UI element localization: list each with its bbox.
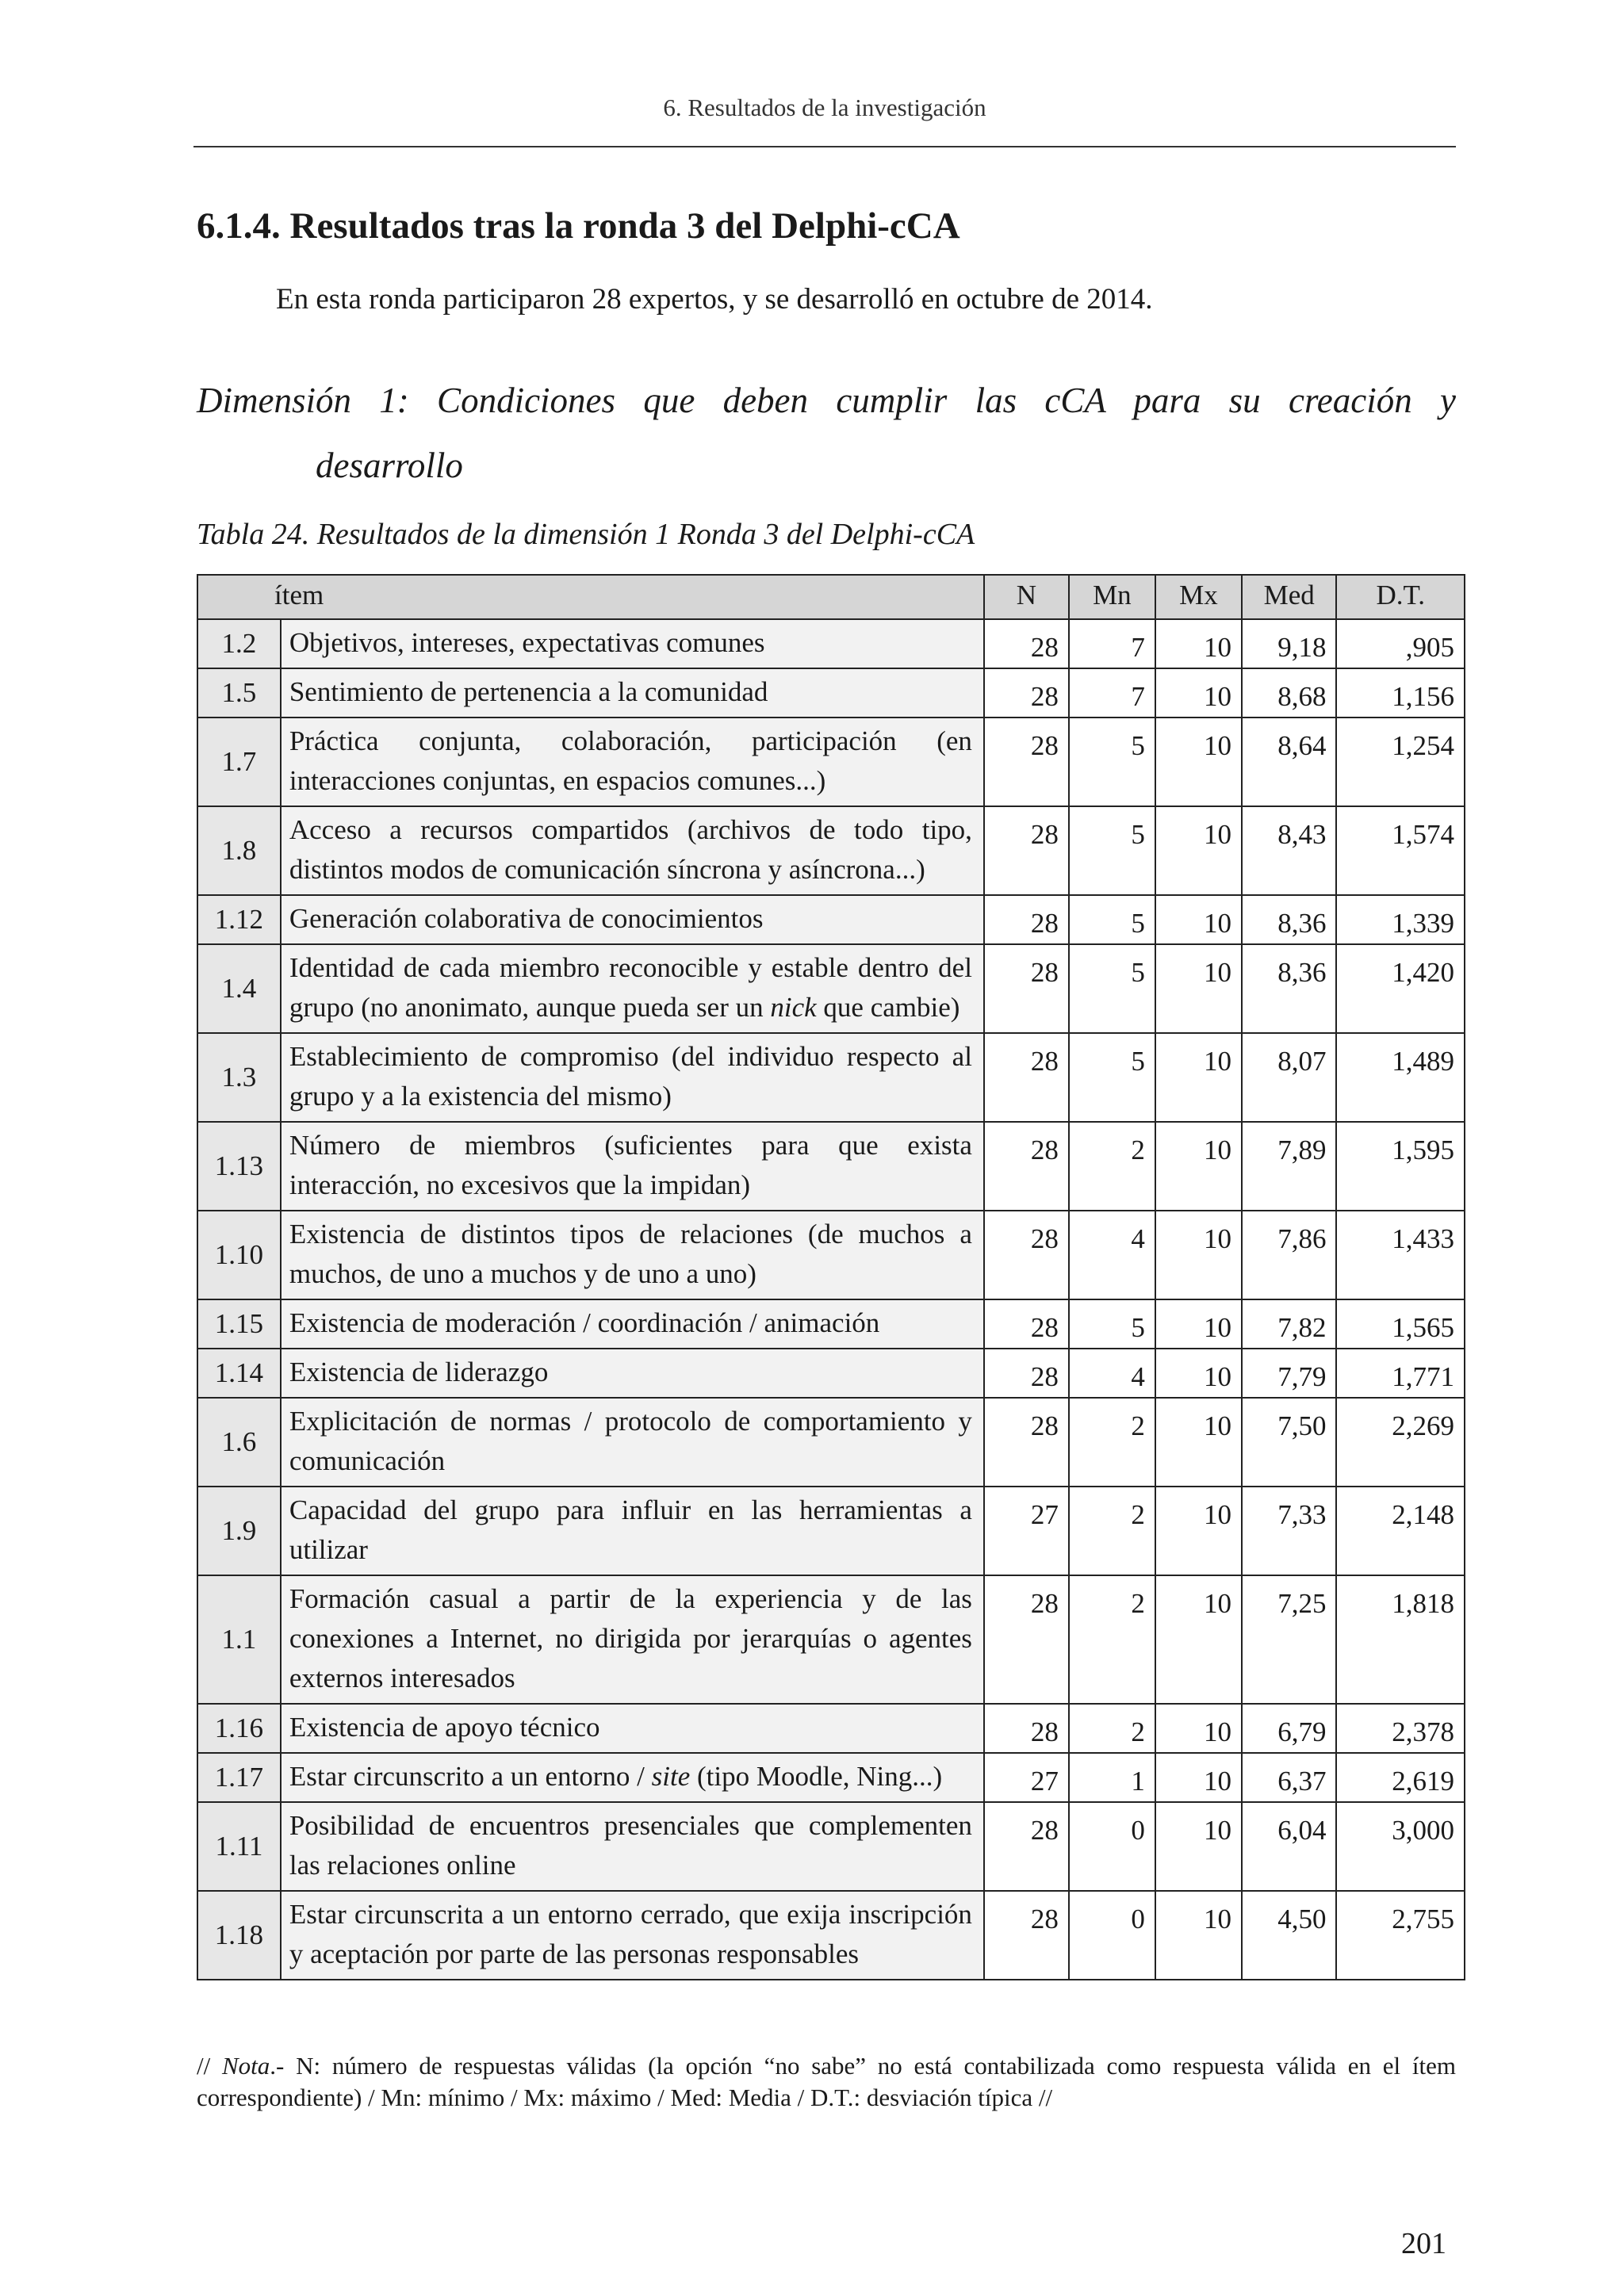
value-mn: 2 — [1069, 1575, 1155, 1704]
item-description: Generación colaborativa de conocimientos — [281, 895, 984, 944]
item-description: Establecimiento de compromiso (del individuo respecto al grupo y a la existencia del mismo) — [281, 1033, 984, 1122]
value-dt: 1,574 — [1336, 806, 1465, 895]
value-mn: 2 — [1069, 1122, 1155, 1211]
table-row — [197, 806, 1465, 895]
table-row — [197, 668, 1465, 718]
item-code: 1.6 — [197, 1398, 281, 1487]
table-row — [197, 718, 1465, 806]
value-mx: 10 — [1155, 1211, 1242, 1299]
value-mn: 0 — [1069, 1891, 1155, 1980]
value-mn: 7 — [1069, 668, 1155, 718]
value-med: 7,50 — [1242, 1398, 1337, 1487]
note-label: Nota — [222, 2052, 270, 2080]
value-dt: 2,269 — [1336, 1398, 1465, 1487]
value-med: 8,64 — [1242, 718, 1337, 806]
value-n: 28 — [984, 1122, 1069, 1211]
dimension-heading-line1: Dimensión 1: Condiciones que deben cumplir las cCA para su creación y — [197, 381, 1456, 420]
item-description — [281, 1753, 984, 1802]
value-dt: 1,433 — [1336, 1211, 1465, 1299]
item-code: 1.3 — [197, 1033, 281, 1122]
table-row — [197, 1802, 1465, 1891]
value-med: 6,37 — [1242, 1753, 1337, 1802]
value-dt: 1,420 — [1336, 944, 1465, 1033]
header-mx: Mx — [1155, 575, 1242, 619]
value-mn: 2 — [1069, 1704, 1155, 1753]
table-header-row — [197, 575, 1465, 619]
header-n: N — [984, 575, 1069, 619]
value-n: 28 — [984, 1211, 1069, 1299]
item-code: 1.14 — [197, 1349, 281, 1398]
value-mx: 10 — [1155, 806, 1242, 895]
item-code: 1.10 — [197, 1211, 281, 1299]
value-med: 8,36 — [1242, 944, 1337, 1033]
item-code: 1.5 — [197, 668, 281, 718]
value-med: 6,04 — [1242, 1802, 1337, 1891]
value-mx: 10 — [1155, 1398, 1242, 1487]
header-dt: D.T. — [1336, 575, 1465, 619]
page-number: 201 — [1401, 2227, 1446, 2260]
value-mn: 4 — [1069, 1211, 1155, 1299]
item-description: Existencia de distintos tipos de relaciones (de muchos a muchos, de uno a muchos y de uno a uno) — [281, 1211, 984, 1299]
value-n: 28 — [984, 944, 1069, 1033]
value-med: 7,33 — [1242, 1487, 1337, 1575]
value-mn: 5 — [1069, 718, 1155, 806]
value-mn: 5 — [1069, 895, 1155, 944]
value-med: 8,36 — [1242, 895, 1337, 944]
value-mn: 1 — [1069, 1753, 1155, 1802]
item-description: Acceso a recursos compartidos (archivos de todo tipo, distintos modos de comunicación síncrona y asíncrona...) — [281, 806, 984, 895]
value-mx: 10 — [1155, 1802, 1242, 1891]
item-description: Existencia de moderación / coordinación / animación — [281, 1299, 984, 1349]
value-n: 28 — [984, 718, 1069, 806]
value-dt: 1,254 — [1336, 718, 1465, 806]
item-description: Explicitación de normas / protocolo de comportamiento y comunicación — [281, 1398, 984, 1487]
value-n: 28 — [984, 1349, 1069, 1398]
item-code: 1.15 — [197, 1299, 281, 1349]
value-mn: 5 — [1069, 806, 1155, 895]
value-n: 28 — [984, 1033, 1069, 1122]
item-description-italic: nick — [770, 992, 817, 1023]
value-med: 9,18 — [1242, 619, 1337, 668]
table-row — [197, 1299, 1465, 1349]
item-code: 1.7 — [197, 718, 281, 806]
item-description: Objetivos, intereses, expectativas comunes — [281, 619, 984, 668]
dimension-heading — [197, 368, 1456, 498]
value-dt: ,905 — [1336, 619, 1465, 668]
item-description-italic: site — [651, 1761, 691, 1792]
value-mn: 2 — [1069, 1487, 1155, 1575]
item-description-after: (tipo Moodle, Ning...) — [690, 1761, 943, 1792]
header-rule — [193, 146, 1456, 147]
table-row — [197, 895, 1465, 944]
value-n: 28 — [984, 806, 1069, 895]
value-mn: 4 — [1069, 1349, 1155, 1398]
value-mx: 10 — [1155, 1033, 1242, 1122]
value-mx: 10 — [1155, 1575, 1242, 1704]
value-n: 28 — [984, 619, 1069, 668]
running-header: 6. Resultados de la investigación — [663, 94, 986, 121]
item-description-after: que cambie) — [816, 992, 960, 1023]
value-mn: 2 — [1069, 1398, 1155, 1487]
item-description: Capacidad del grupo para influir en las herramientas a utilizar — [281, 1487, 984, 1575]
item-code: 1.17 — [197, 1753, 281, 1802]
value-med: 7,82 — [1242, 1299, 1337, 1349]
item-code: 1.13 — [197, 1122, 281, 1211]
value-n: 28 — [984, 668, 1069, 718]
table-row — [197, 1349, 1465, 1398]
item-description: Estar circunscrita a un entorno cerrado, que exija inscripción y aceptación por parte de las personas responsables — [281, 1891, 984, 1980]
value-mx: 10 — [1155, 668, 1242, 718]
value-mx: 10 — [1155, 619, 1242, 668]
header-item: ítem — [197, 575, 984, 619]
table-row — [197, 944, 1465, 1033]
value-dt: 1,771 — [1336, 1349, 1465, 1398]
value-dt: 2,619 — [1336, 1753, 1465, 1802]
note-prefix: // — [197, 2052, 222, 2080]
value-med: 8,43 — [1242, 806, 1337, 895]
value-med: 6,79 — [1242, 1704, 1337, 1753]
value-mx: 10 — [1155, 1349, 1242, 1398]
table-row — [197, 1575, 1465, 1704]
table-row — [197, 1122, 1465, 1211]
table-row — [197, 1704, 1465, 1753]
value-mx: 10 — [1155, 1704, 1242, 1753]
table-row — [197, 619, 1465, 668]
value-dt: 2,378 — [1336, 1704, 1465, 1753]
value-med: 7,25 — [1242, 1575, 1337, 1704]
table-row — [197, 1753, 1465, 1802]
item-code: 1.4 — [197, 944, 281, 1033]
table-body — [197, 619, 1465, 1980]
value-mn: 0 — [1069, 1802, 1155, 1891]
item-code: 1.12 — [197, 895, 281, 944]
table-note — [197, 2050, 1456, 2114]
value-n: 28 — [984, 1704, 1069, 1753]
item-description: Existencia de apoyo técnico — [281, 1704, 984, 1753]
value-n: 28 — [984, 1398, 1069, 1487]
table-caption: Tabla 24. Resultados de la dimensión 1 Ronda 3 del Delphi-cCA — [197, 518, 975, 551]
value-n: 28 — [984, 895, 1069, 944]
table-row — [197, 1211, 1465, 1299]
item-description: Formación casual a partir de la experiencia y de las conexiones a Internet, no dirigida por jerarquías o agentes externos interesados — [281, 1575, 984, 1704]
value-med: 7,86 — [1242, 1211, 1337, 1299]
table-row — [197, 1487, 1465, 1575]
item-description: Sentimiento de pertenencia a la comunidad — [281, 668, 984, 718]
item-description: Existencia de liderazgo — [281, 1349, 984, 1398]
value-mx: 10 — [1155, 895, 1242, 944]
item-description: Posibilidad de encuentros presenciales que complementen las relaciones online — [281, 1802, 984, 1891]
value-dt: 1,818 — [1336, 1575, 1465, 1704]
table-row — [197, 1033, 1465, 1122]
header-mn: Mn — [1069, 575, 1155, 619]
value-dt: 2,148 — [1336, 1487, 1465, 1575]
dimension-heading-line2: desarrollo — [316, 446, 463, 485]
value-dt: 1,595 — [1336, 1122, 1465, 1211]
note-body: .- N: número de respuestas válidas (la opción “no sabe” no está contabilizada como respuesta válida en el ítem correspondiente) / Mn: mínimo / Mx: máximo / Med: Media / D.T.: desviación típica // — [197, 2052, 1456, 2111]
value-mx: 10 — [1155, 1487, 1242, 1575]
value-n: 28 — [984, 1802, 1069, 1891]
value-dt: 3,000 — [1336, 1802, 1465, 1891]
item-code: 1.1 — [197, 1575, 281, 1704]
item-code: 1.8 — [197, 806, 281, 895]
item-description: Número de miembros (suficientes para que exista interacción, no excesivos que la impidan) — [281, 1122, 984, 1211]
value-mx: 10 — [1155, 1753, 1242, 1802]
value-dt: 1,565 — [1336, 1299, 1465, 1349]
value-mx: 10 — [1155, 944, 1242, 1033]
table-row — [197, 1398, 1465, 1487]
value-mn: 5 — [1069, 1299, 1155, 1349]
intro-paragraph: En esta ronda participaron 28 expertos, y se desarrolló en octubre de 2014. — [276, 283, 1153, 316]
value-dt: 1,156 — [1336, 668, 1465, 718]
section-heading: 6.1.4. Resultados tras la ronda 3 del Delphi-cCA — [197, 205, 960, 247]
item-code: 1.2 — [197, 619, 281, 668]
value-mn: 5 — [1069, 944, 1155, 1033]
value-mx: 10 — [1155, 1122, 1242, 1211]
value-med: 7,89 — [1242, 1122, 1337, 1211]
value-n: 28 — [984, 1891, 1069, 1980]
item-description — [281, 944, 984, 1033]
item-code: 1.16 — [197, 1704, 281, 1753]
value-dt: 2,755 — [1336, 1891, 1465, 1980]
value-n: 27 — [984, 1487, 1069, 1575]
value-dt: 1,489 — [1336, 1033, 1465, 1122]
value-med: 7,79 — [1242, 1349, 1337, 1398]
value-mn: 7 — [1069, 619, 1155, 668]
table-row — [197, 1891, 1465, 1980]
value-med: 8,07 — [1242, 1033, 1337, 1122]
item-description: Práctica conjunta, colaboración, participación (en interacciones conjuntas, en espacios comunes...) — [281, 718, 984, 806]
value-n: 28 — [984, 1299, 1069, 1349]
header-med: Med — [1242, 575, 1337, 619]
item-description-before: Identidad de cada miembro reconocible y estable dentro del grupo (no anonimato, aunque pueda ser un — [289, 952, 972, 1023]
value-med: 4,50 — [1242, 1891, 1337, 1980]
results-table — [197, 574, 1465, 1980]
item-code: 1.11 — [197, 1802, 281, 1891]
value-med: 8,68 — [1242, 668, 1337, 718]
item-code: 1.9 — [197, 1487, 281, 1575]
value-n: 28 — [984, 1575, 1069, 1704]
value-mn: 5 — [1069, 1033, 1155, 1122]
value-mx: 10 — [1155, 1299, 1242, 1349]
value-mx: 10 — [1155, 1891, 1242, 1980]
item-code: 1.18 — [197, 1891, 281, 1980]
value-mx: 10 — [1155, 718, 1242, 806]
item-description-before: Estar circunscrito a un entorno / — [289, 1761, 652, 1792]
value-n: 27 — [984, 1753, 1069, 1802]
value-dt: 1,339 — [1336, 895, 1465, 944]
